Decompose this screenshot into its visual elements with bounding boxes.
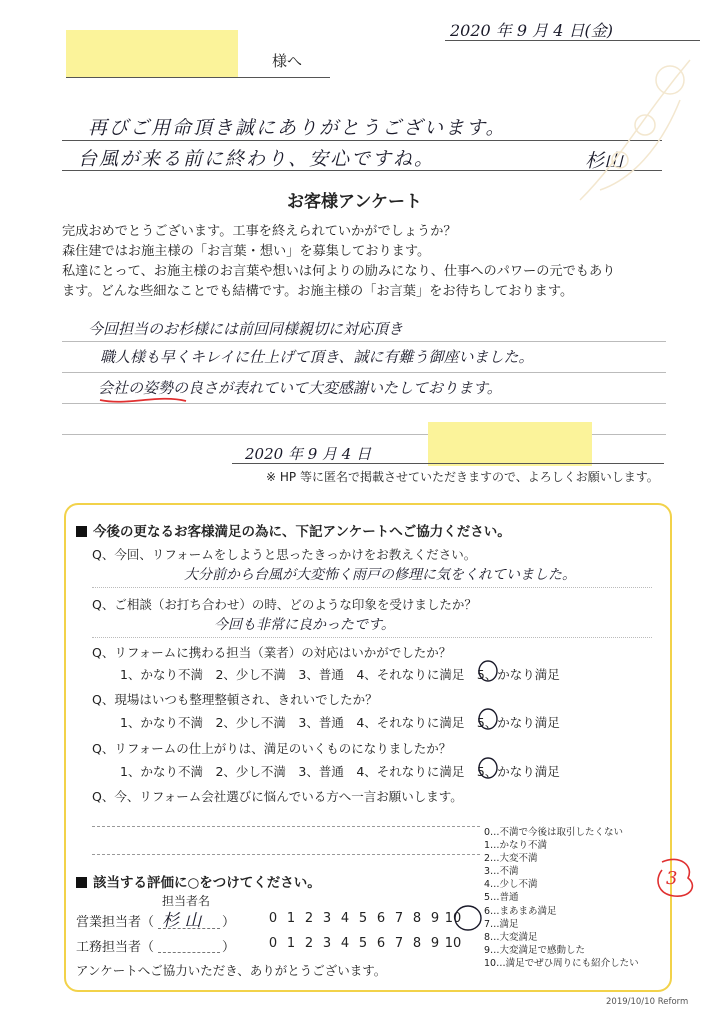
survey-title: お客様アンケート: [287, 192, 422, 212]
legend-item: 10…満足でぜひ周りにも紹介したい: [484, 957, 639, 969]
sales-digits: [264, 911, 462, 926]
digit: 9: [430, 911, 440, 926]
works-paren-close: ）: [222, 940, 236, 955]
question-6: Q、今、リフォーム会社選びに悩んでいる方へ一言お願いします。: [92, 789, 463, 804]
works-name-rule: [158, 952, 220, 953]
digit: 3: [322, 936, 332, 951]
survey-response-rule-1: [62, 341, 666, 342]
questionnaire-heading: [76, 520, 511, 540]
legend-item: 9…大変満足で感動した: [484, 944, 586, 956]
bullet-square-icon: [76, 877, 87, 888]
legend-item: 0…不満で今後は取引したくない: [484, 827, 624, 838]
survey-response-rule-3: [62, 403, 666, 404]
staff-name-header: 担当者名: [162, 894, 211, 908]
digit: 10: [444, 936, 462, 951]
evaluation-heading-text: 該当する評価に○をつけてください。: [93, 875, 321, 891]
digit: 3: [322, 911, 332, 926]
circle-mark-q5: [477, 756, 499, 780]
survey-intro-3: 私達にとって、お施主様のお言葉や想いは何よりの励みになり、仕事へのパワーの元でもあり: [62, 264, 616, 279]
evaluation-thanks: アンケートへご協力いただき、ありがとうございます。: [76, 963, 387, 978]
digit: 6: [376, 911, 386, 926]
question-2: Q、ご相談（お打ち合わせ）の時、どのような印象を受けましたか？: [92, 597, 477, 612]
questionnaire-heading-text: 今後の更なるお客様満足の為に、下記アンケートへご協力ください。: [93, 524, 511, 540]
scale-3: 1、かなり不満 2、少し不満 3、普通 4、それなりに満足 5、かなり満足: [120, 667, 560, 682]
legend-item: 7…満足: [484, 918, 519, 930]
legend-item: 6…まあまあ満足: [484, 905, 557, 917]
header-date: 2020 年 9 月 4 日(金): [450, 21, 613, 40]
red-mark-text: 3: [666, 868, 678, 889]
legend-item: 8…大変満足: [484, 931, 538, 943]
legend-item: 2…大変不満: [484, 853, 538, 865]
message-signature: 杉山: [585, 150, 624, 172]
sales-label: 営業担当者（: [76, 915, 155, 930]
sales-name: 杉 山: [162, 911, 202, 931]
digit: 6: [376, 936, 386, 951]
answer-1: 大分前から台風が大変怖く雨戸の修理に気をくれていました。: [184, 567, 576, 583]
digit: 7: [394, 936, 404, 951]
message-line-1: 再びご用命頂き誠にありがとうございます。: [88, 117, 507, 139]
digit: 1: [286, 936, 296, 951]
survey-intro-4: ます。どんな些細なことでも結構です。お施主様の「お言葉」をお待ちしております。: [62, 284, 574, 299]
digit: 10: [444, 911, 462, 926]
red-scribble-mark: [650, 852, 700, 902]
sales-paren-close: ）: [222, 915, 236, 930]
digit: 2: [304, 936, 314, 951]
survey-response-date: 2020 年 9 月 4 日: [245, 445, 372, 463]
works-label: 工務担当者（: [76, 940, 155, 955]
answer-2: 今回も非常に良かったです。: [214, 617, 395, 633]
circle-mark-q3: [477, 659, 499, 683]
answer-2-rule: [92, 637, 652, 638]
survey-note: ※ HP 等に匿名で掲載させていただきますので、よろしくお願いします。: [266, 470, 659, 484]
customer-name-redacted: [66, 30, 238, 78]
footer-version: 2019/10/10 Reform: [606, 997, 689, 1007]
survey-response-1: 今回担当のお杉様には前回同様親切に対応頂き: [88, 320, 404, 338]
survey-intro-1: 完成おめでとうございます。工事を終えられていかがでしょうか？: [62, 224, 457, 239]
digit: 8: [412, 936, 422, 951]
digit: 4: [340, 911, 350, 926]
legend-item: 1…かなり不満: [484, 840, 548, 852]
digit: 5: [358, 936, 368, 951]
survey-intro-2: 森住建ではお施主様の「お言葉・想い」を募集しております。: [62, 244, 431, 259]
question-3: Q、リフォームに携わる担当（業者）の対応はいかがでしたか？: [92, 645, 452, 660]
digit: 8: [412, 911, 422, 926]
question-4: Q、現場はいつも整理整頓され、きれいでしたか？: [92, 692, 378, 707]
salutation-underline: [66, 77, 330, 78]
digit: 1: [286, 911, 296, 926]
circle-mark-sales: [453, 903, 483, 933]
digit: 0: [268, 936, 278, 951]
floral-watermark: [560, 40, 700, 210]
answer-6-rule-2: [92, 854, 480, 855]
question-5: Q、リフォームの仕上がりは、満足のいくものになりましたか？: [92, 741, 452, 756]
evaluation-heading: [76, 871, 321, 891]
survey-response-rule-2: [62, 372, 666, 373]
salutation: 様へ: [272, 52, 303, 70]
digit: 9: [430, 936, 440, 951]
survey-response-2: 職人様も早くキレイに仕上げて頂き、誠に有難う御座いました。: [100, 348, 534, 366]
survey-date-underline: [232, 463, 664, 464]
digit: 2: [304, 911, 314, 926]
scale-4: 1、かなり不満 2、少し不満 3、普通 4、それなりに満足 5、かなり満足: [120, 715, 560, 730]
sales-name-rule: [158, 928, 220, 929]
answer-6-rule-1: [92, 826, 480, 827]
message-line-2: 台風が来る前に終わり、安心ですね。: [78, 148, 436, 170]
works-digits: [264, 936, 462, 951]
scale-5: 1、かなり不満 2、少し不満 3、普通 4、それなりに満足 5、かなり満足: [120, 764, 560, 779]
digit: 4: [340, 936, 350, 951]
legend-item: 5…普通: [484, 892, 519, 904]
legend-item: 4…少し不満: [484, 879, 538, 891]
circle-mark-q4: [477, 707, 499, 731]
answer-1-rule: [92, 587, 652, 588]
respondent-name-redacted: [428, 422, 592, 466]
digit: 7: [394, 911, 404, 926]
survey-response-3: 会社の姿勢の良さが表れていて大変感謝いたしております。: [98, 379, 502, 397]
rating-legend: [484, 826, 639, 970]
digit: 5: [358, 911, 368, 926]
bullet-square-icon: [76, 526, 87, 537]
legend-item: 3…不満: [484, 866, 519, 878]
question-1: Q、今回、リフォームをしようと思ったきっかけをお教えください。: [92, 547, 477, 562]
digit: 0: [268, 911, 278, 926]
